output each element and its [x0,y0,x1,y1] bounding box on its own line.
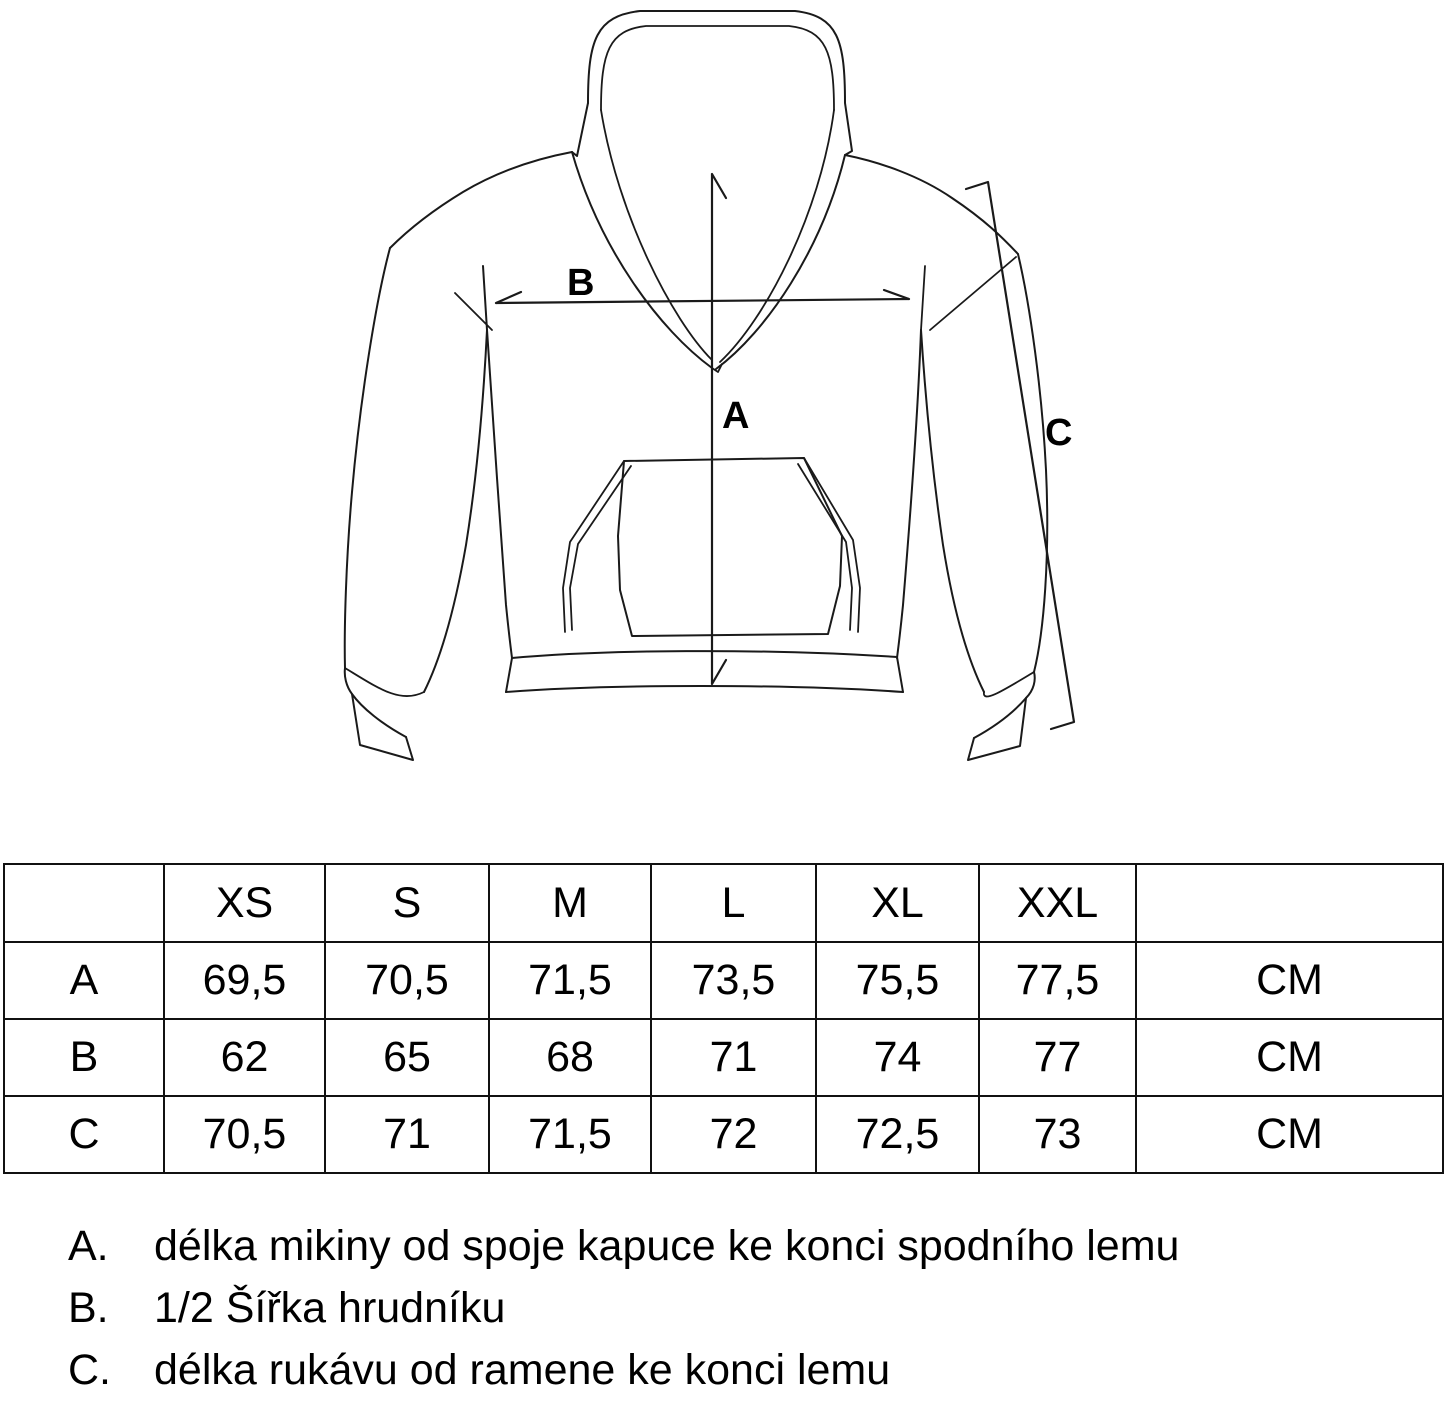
legend-key-b: B. [68,1284,109,1332]
column-header-unit [1136,864,1443,942]
cell-a-m: 71,5 [489,942,651,1019]
column-header-xxl: XXL [979,864,1136,942]
cell-b-m: 68 [489,1019,651,1096]
legend-key-a: A. [68,1222,109,1270]
legend-item-c [0,1346,1445,1408]
cell-c-xxl: 73 [979,1096,1136,1173]
cell-a-s: 70,5 [325,942,489,1019]
cell-c-xs: 70,5 [164,1096,325,1173]
cell-c-unit: CM [1136,1096,1443,1173]
legend-item-a [0,1222,1445,1284]
cell-b-l: 71 [651,1019,816,1096]
column-header-xs: XS [164,864,325,942]
column-header-s: S [325,864,489,942]
cell-c-m: 71,5 [489,1096,651,1173]
table-corner-cell [4,864,164,942]
measure-label-b: B [567,262,595,304]
legend-text-c: délka rukávu od ramene ke konci lemu [154,1346,891,1394]
row-label-b: B [4,1019,164,1096]
measure-line-b [496,299,909,303]
measurement-legend [0,1222,1445,1408]
size-table [3,863,1444,1174]
column-header-xl: XL [816,864,979,942]
legend-key-c: C. [68,1346,111,1394]
cell-c-l: 72 [651,1096,816,1173]
cell-b-xxl: 77 [979,1019,1136,1096]
column-header-m: M [489,864,651,942]
cell-c-xl: 72,5 [816,1096,979,1173]
measure-label-a: A [722,395,750,437]
row-label-c: C [4,1096,164,1173]
legend-text-b: 1/2 Šířka hrudníku [154,1284,506,1332]
measure-label-c: C [1045,412,1073,454]
cell-b-xl: 74 [816,1019,979,1096]
cell-c-s: 71 [325,1096,489,1173]
column-header-l: L [651,864,816,942]
cell-b-unit: CM [1136,1019,1443,1096]
legend-text-a: délka mikiny od spoje kapuce ke konci spodního lemu [154,1222,1180,1270]
table-header-row [4,864,1443,942]
cell-b-s: 65 [325,1019,489,1096]
cell-a-unit: CM [1136,942,1443,1019]
table-row [4,942,1443,1019]
cell-a-xxl: 77,5 [979,942,1136,1019]
cell-b-xs: 62 [164,1019,325,1096]
legend-item-b [0,1284,1445,1346]
cell-a-xs: 69,5 [164,942,325,1019]
cell-a-xl: 75,5 [816,942,979,1019]
table-row [4,1096,1443,1173]
row-label-a: A [4,942,164,1019]
size-table-container [3,863,1442,1174]
cell-a-l: 73,5 [651,942,816,1019]
table-row [4,1019,1443,1096]
